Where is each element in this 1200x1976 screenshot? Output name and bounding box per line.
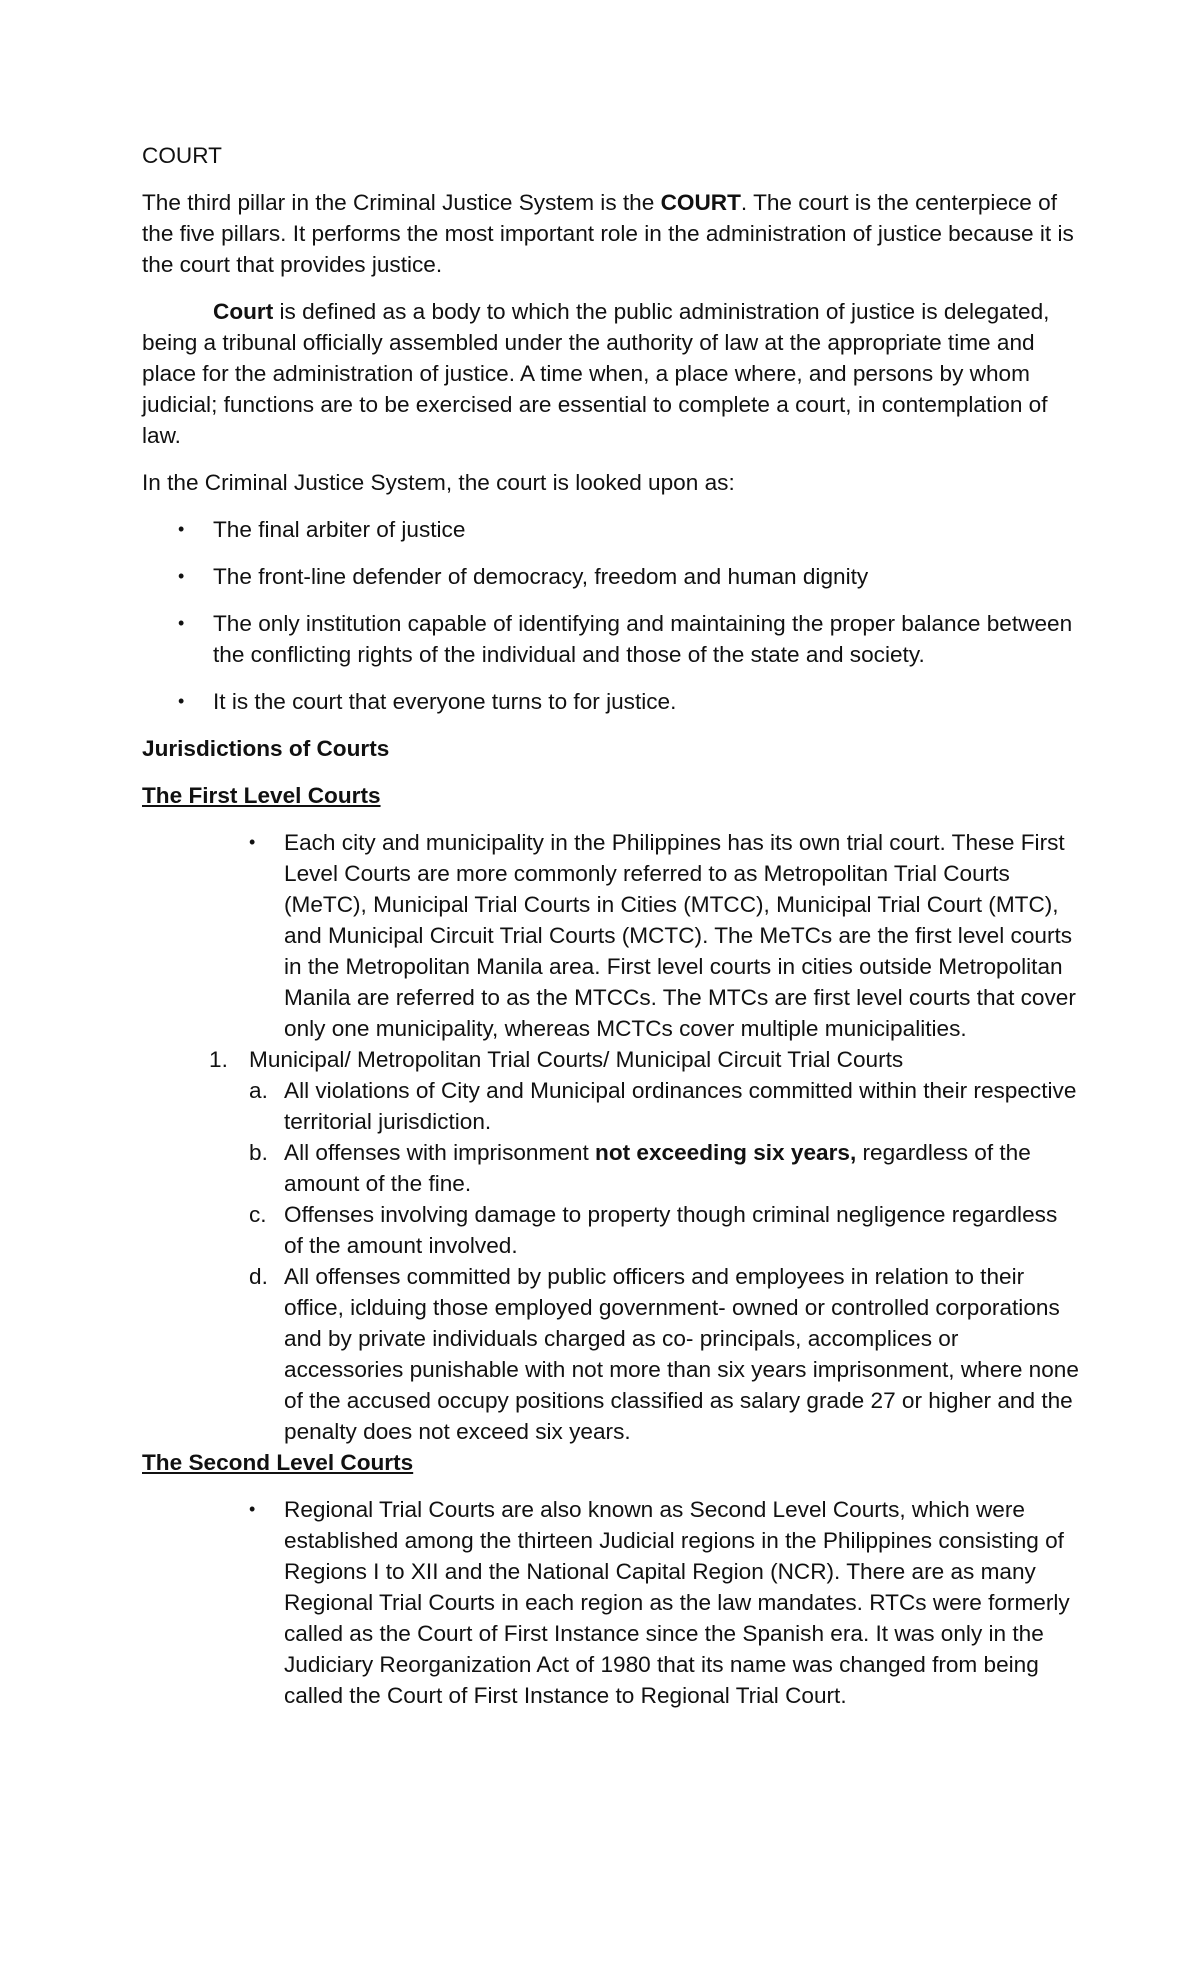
first-level-heading: The First Level Courts: [142, 783, 381, 808]
sublist-item-text: All offenses with imprisonment: [284, 1140, 596, 1165]
sublist-item-text: Offenses involving damage to property though criminal negligence regardless of the amount involved.: [284, 1202, 1058, 1258]
list-item: [142, 1494, 1080, 1711]
bullet-icon: •: [178, 691, 185, 711]
first-level-bullet-text: Each city and municipality in the Philippines has its own trial court. These First Level Courts are more commonly referred to as Metropolitan Trial Courts (MeTC), Municipal Trial Courts in Cities (MTCC), Municipal Trial Court (MTC), and Municipal Circuit Trial Courts (MCTC). The MeTCs are the first level courts in the Metropolitan Manila area. First level courts in cities outside Metropolitan Manila are referred to as the MTCCs. The MTCs are first level courts that cover only one municipality, whereas MCTCs cover multiple municipalities.: [284, 830, 1076, 1041]
second-level-bullets: [142, 1494, 1080, 1711]
letter-marker: d.: [249, 1264, 268, 1289]
intro-text-2: . The court is the centerpiece of the five pillars. It performs the most important role in the administration of justice because it is the court that provides justice.: [142, 190, 1074, 277]
letter-marker: b.: [249, 1140, 268, 1165]
sublist-item-text: All offenses committed by public officers and employees in relation to their office, iclduing those employed government- owned or controlled corporations and by private individuals charged as co- principals, accomplices or accessories punishable with not more than six years imprisonment, where none of the accused occupy positions classified as salary grade 27 or higher and the penalty does not exceed six years.: [284, 1264, 1079, 1444]
intro-text-1: The third pillar in the Criminal Justice System is the: [142, 190, 661, 215]
sublist-item-d: [249, 1261, 1080, 1447]
bullet-icon: •: [249, 1499, 256, 1519]
definition-paragraph: [142, 296, 1080, 451]
list-item: [142, 514, 1080, 545]
letter-marker: a.: [249, 1078, 268, 1103]
second-level-heading: The Second Level Courts: [142, 1450, 414, 1475]
jurisdictions-heading: Jurisdictions of Courts: [142, 736, 390, 761]
list-item: [142, 561, 1080, 592]
document-title: COURT: [142, 143, 222, 168]
sublist-item-a: [249, 1075, 1080, 1137]
first-level-bullets: [142, 827, 1080, 1044]
bullet-icon: •: [178, 613, 185, 633]
list-item: [142, 608, 1080, 670]
jurisdiction-sublist: [249, 1075, 1080, 1447]
number-marker: 1.: [209, 1047, 228, 1072]
list-item-text: It is the court that everyone turns to for justice.: [213, 689, 677, 714]
sublist-item-c: [249, 1199, 1080, 1261]
second-level-bullet-text: Regional Trial Courts are also known as Second Level Courts, which were established among the thirteen Judicial regions in the Philippines consisting of Regions I to XII and the National Capital Region (NCR). There are as many Regional Trial Courts in each region as the law mandates. RTCs were formerly called as the Court of First Instance since the Spanish era. It was only in the Judiciary Reorganization Act of 1980 that its name was changed from being called the Court of First Instance to Regional Trial Court.: [284, 1497, 1070, 1708]
intro-bold-court: COURT: [660, 190, 741, 215]
letter-marker: c.: [249, 1202, 267, 1227]
intro-paragraph: [142, 187, 1080, 280]
list-item-text: The front-line defender of democracy, freedom and human dignity: [213, 564, 869, 589]
document-body: [142, 140, 1080, 1711]
definition-text: is defined as a body to which the public administration of justice is delegated, being a tribunal officially assembled under the authority of law at the appropriate time and place for the administration of justice. A time when, a place where, and persons by whom judicial; functions are to be exercised are essential to complete a court, in contemplation of law.: [142, 299, 1050, 448]
bullet-icon: •: [178, 566, 185, 586]
list-item-text: The final arbiter of justice: [213, 517, 466, 542]
definition-bold-court: Court: [213, 299, 274, 324]
bullet-icon: •: [249, 832, 256, 852]
looked-upon-intro: In the Criminal Justice System, the court is looked upon as:: [142, 470, 735, 495]
list-item-text: The only institution capable of identifying and maintaining the proper balance between the conflicting rights of the individual and those of the state and society.: [213, 611, 1073, 667]
sublist-item-text: regardless of the amount of the fine.: [284, 1140, 1031, 1196]
sublist-item-bold: not exceeding six years,: [595, 1140, 857, 1165]
sublist-item-text: All violations of City and Municipal ordinances committed within their respective territorial jurisdiction.: [284, 1078, 1077, 1134]
looked-upon-list: [142, 514, 1080, 717]
list-item: [142, 827, 1080, 1044]
numbered-item-text: Municipal/ Metropolitan Trial Courts/ Municipal Circuit Trial Courts: [249, 1047, 904, 1072]
first-level-numbered-list: [142, 1044, 1080, 1447]
list-item: [142, 686, 1080, 717]
bullet-icon: •: [178, 519, 185, 539]
sublist-item-b: [249, 1137, 1080, 1199]
numbered-item: [142, 1044, 1080, 1447]
